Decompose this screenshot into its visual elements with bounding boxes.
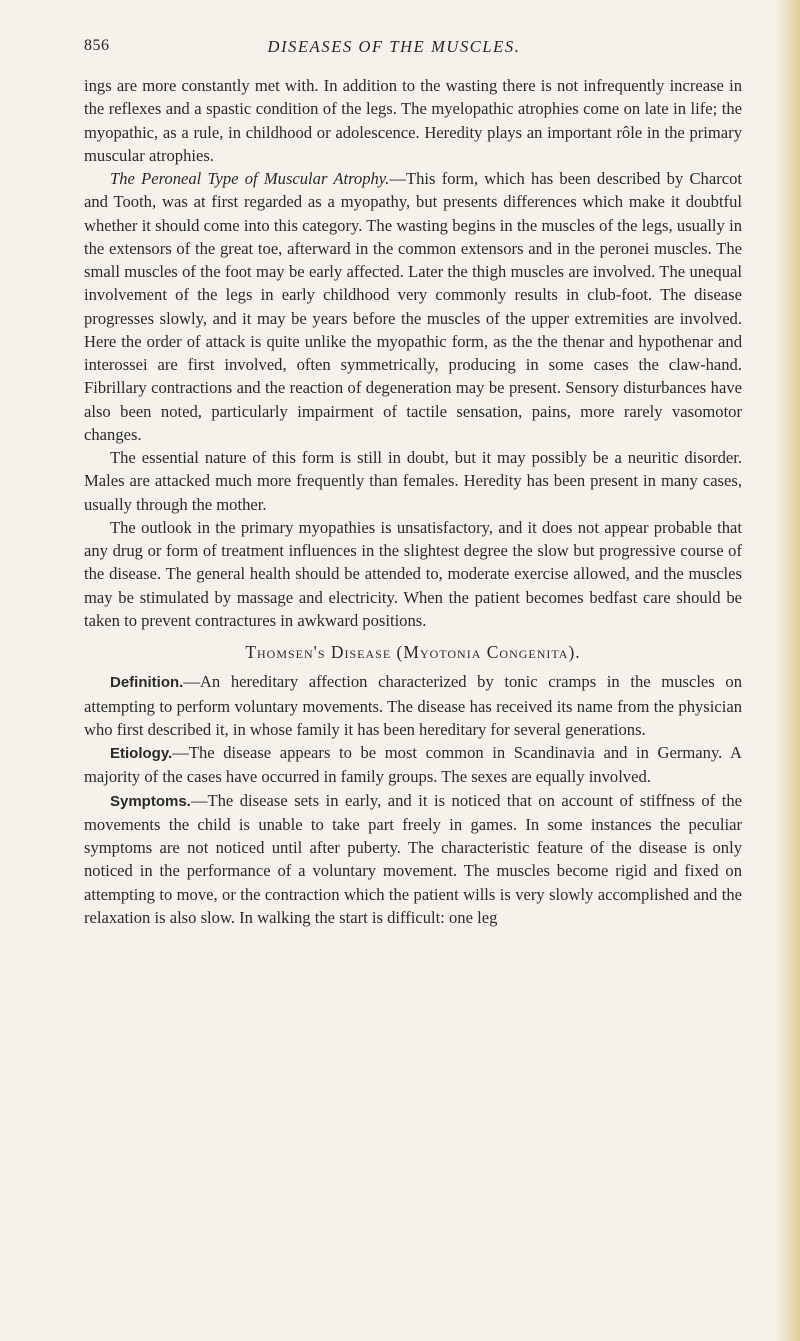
symptoms-label: Symptoms. bbox=[110, 792, 191, 810]
paragraph-peroneal-type bbox=[84, 167, 742, 446]
peroneal-type-text: —This form, which has been described by Charcot and Tooth, was at first regarded as a myopathy, but presents differences which make it doubtful whether it should come into this category. The wasting begins in the muscles of the legs, usually in the extensors of the great toe, afterward in the common extensors and in the peronei muscles. The small muscles of the foot may be early affected. Later the thigh muscles are involved. The unequal involvement of the legs in early childhood very commonly results in club-foot. The disease progresses slowly, and it may be years before the muscles of the upper extremities are involved. Here the order of attack is quite unlike the myopathic form, as the the thenar and hypothenar and interossei are first involved, often symmetrically, producing in some cases the claw-hand. Fibrillary contractions and the reaction of degeneration may be present. Sensory disturbances have also been noted, particularly impairment of tactile sensation, pains, more rarely vasomotor changes. bbox=[84, 169, 742, 444]
running-head bbox=[84, 37, 744, 61]
paragraph-etiology bbox=[84, 741, 742, 789]
page-edge-shading bbox=[774, 0, 800, 1341]
page-number: 856 bbox=[84, 37, 110, 54]
paragraph-symptoms bbox=[84, 789, 742, 930]
paragraph-nature: The essential nature of this form is still in doubt, but it may possibly be a neuritic disorder. Males are attacked much more frequently than females. Heredity has been present in many cases, usually through the mother. bbox=[84, 448, 742, 514]
symptoms-text: —The disease sets in early, and it is noticed that on account of stiffness of the movements the child is unable to take part freely in games. In some instances the peculiar symptoms are not noticed until after puberty. The characteristic feature of the disease is only noticed in the performance of a voluntary movement. The muscles become rigid and fixed on attempting to move, or the contraction which the patient wills is very slowly accomplished and the relaxation is also slow. In walking the start is difficult: one leg bbox=[84, 790, 742, 927]
etiology-label: Etiology. bbox=[110, 745, 173, 762]
definition-text: —An hereditary affection characterized by tonic cramps in the muscles on attempting to perform voluntary movements. The disease has received its name from the physician who first described it, in whose family it has been hereditary for several generations. bbox=[84, 672, 742, 739]
paragraph-outlook: The outlook in the primary myopathies is unsatisfactory, and it does not appear probable that any drug or form of treatment influences in the slightest degree the slow but progressive course of the disease. The general health should be attended to, moderate exercise allowed, and the muscles may be stimulated by massage and electricity. When the patient becomes bedfast care should be taken to prevent contractures in awkward positions. bbox=[84, 517, 742, 630]
running-title: DISEASES OF THE MUSCLES. bbox=[267, 37, 521, 56]
paragraph-continuation: ings are more constantly met with. In addition to the wasting there is not infrequently increase in the reflexes and a spastic condition of the legs. The myelopathic atrophies come on late in life; the myopathic, as a rule, in childhood or adolescence. Heredity plays an important rôle in the primary muscular atrophies. bbox=[84, 76, 742, 165]
body-text bbox=[84, 74, 742, 929]
etiology-text: —The disease appears to be most common in Scandinavia and in Germany. A majority of the cases have occurred in family groups. The sexes are equally involved. bbox=[84, 743, 742, 787]
section-title: Thomsen's Disease (Myotonia Congenita). bbox=[245, 642, 581, 662]
definition-label: Definition. bbox=[110, 674, 184, 692]
paragraph-definition bbox=[84, 670, 742, 741]
peroneal-type-heading: The Peroneal Type of Muscular Atrophy. bbox=[110, 169, 390, 188]
